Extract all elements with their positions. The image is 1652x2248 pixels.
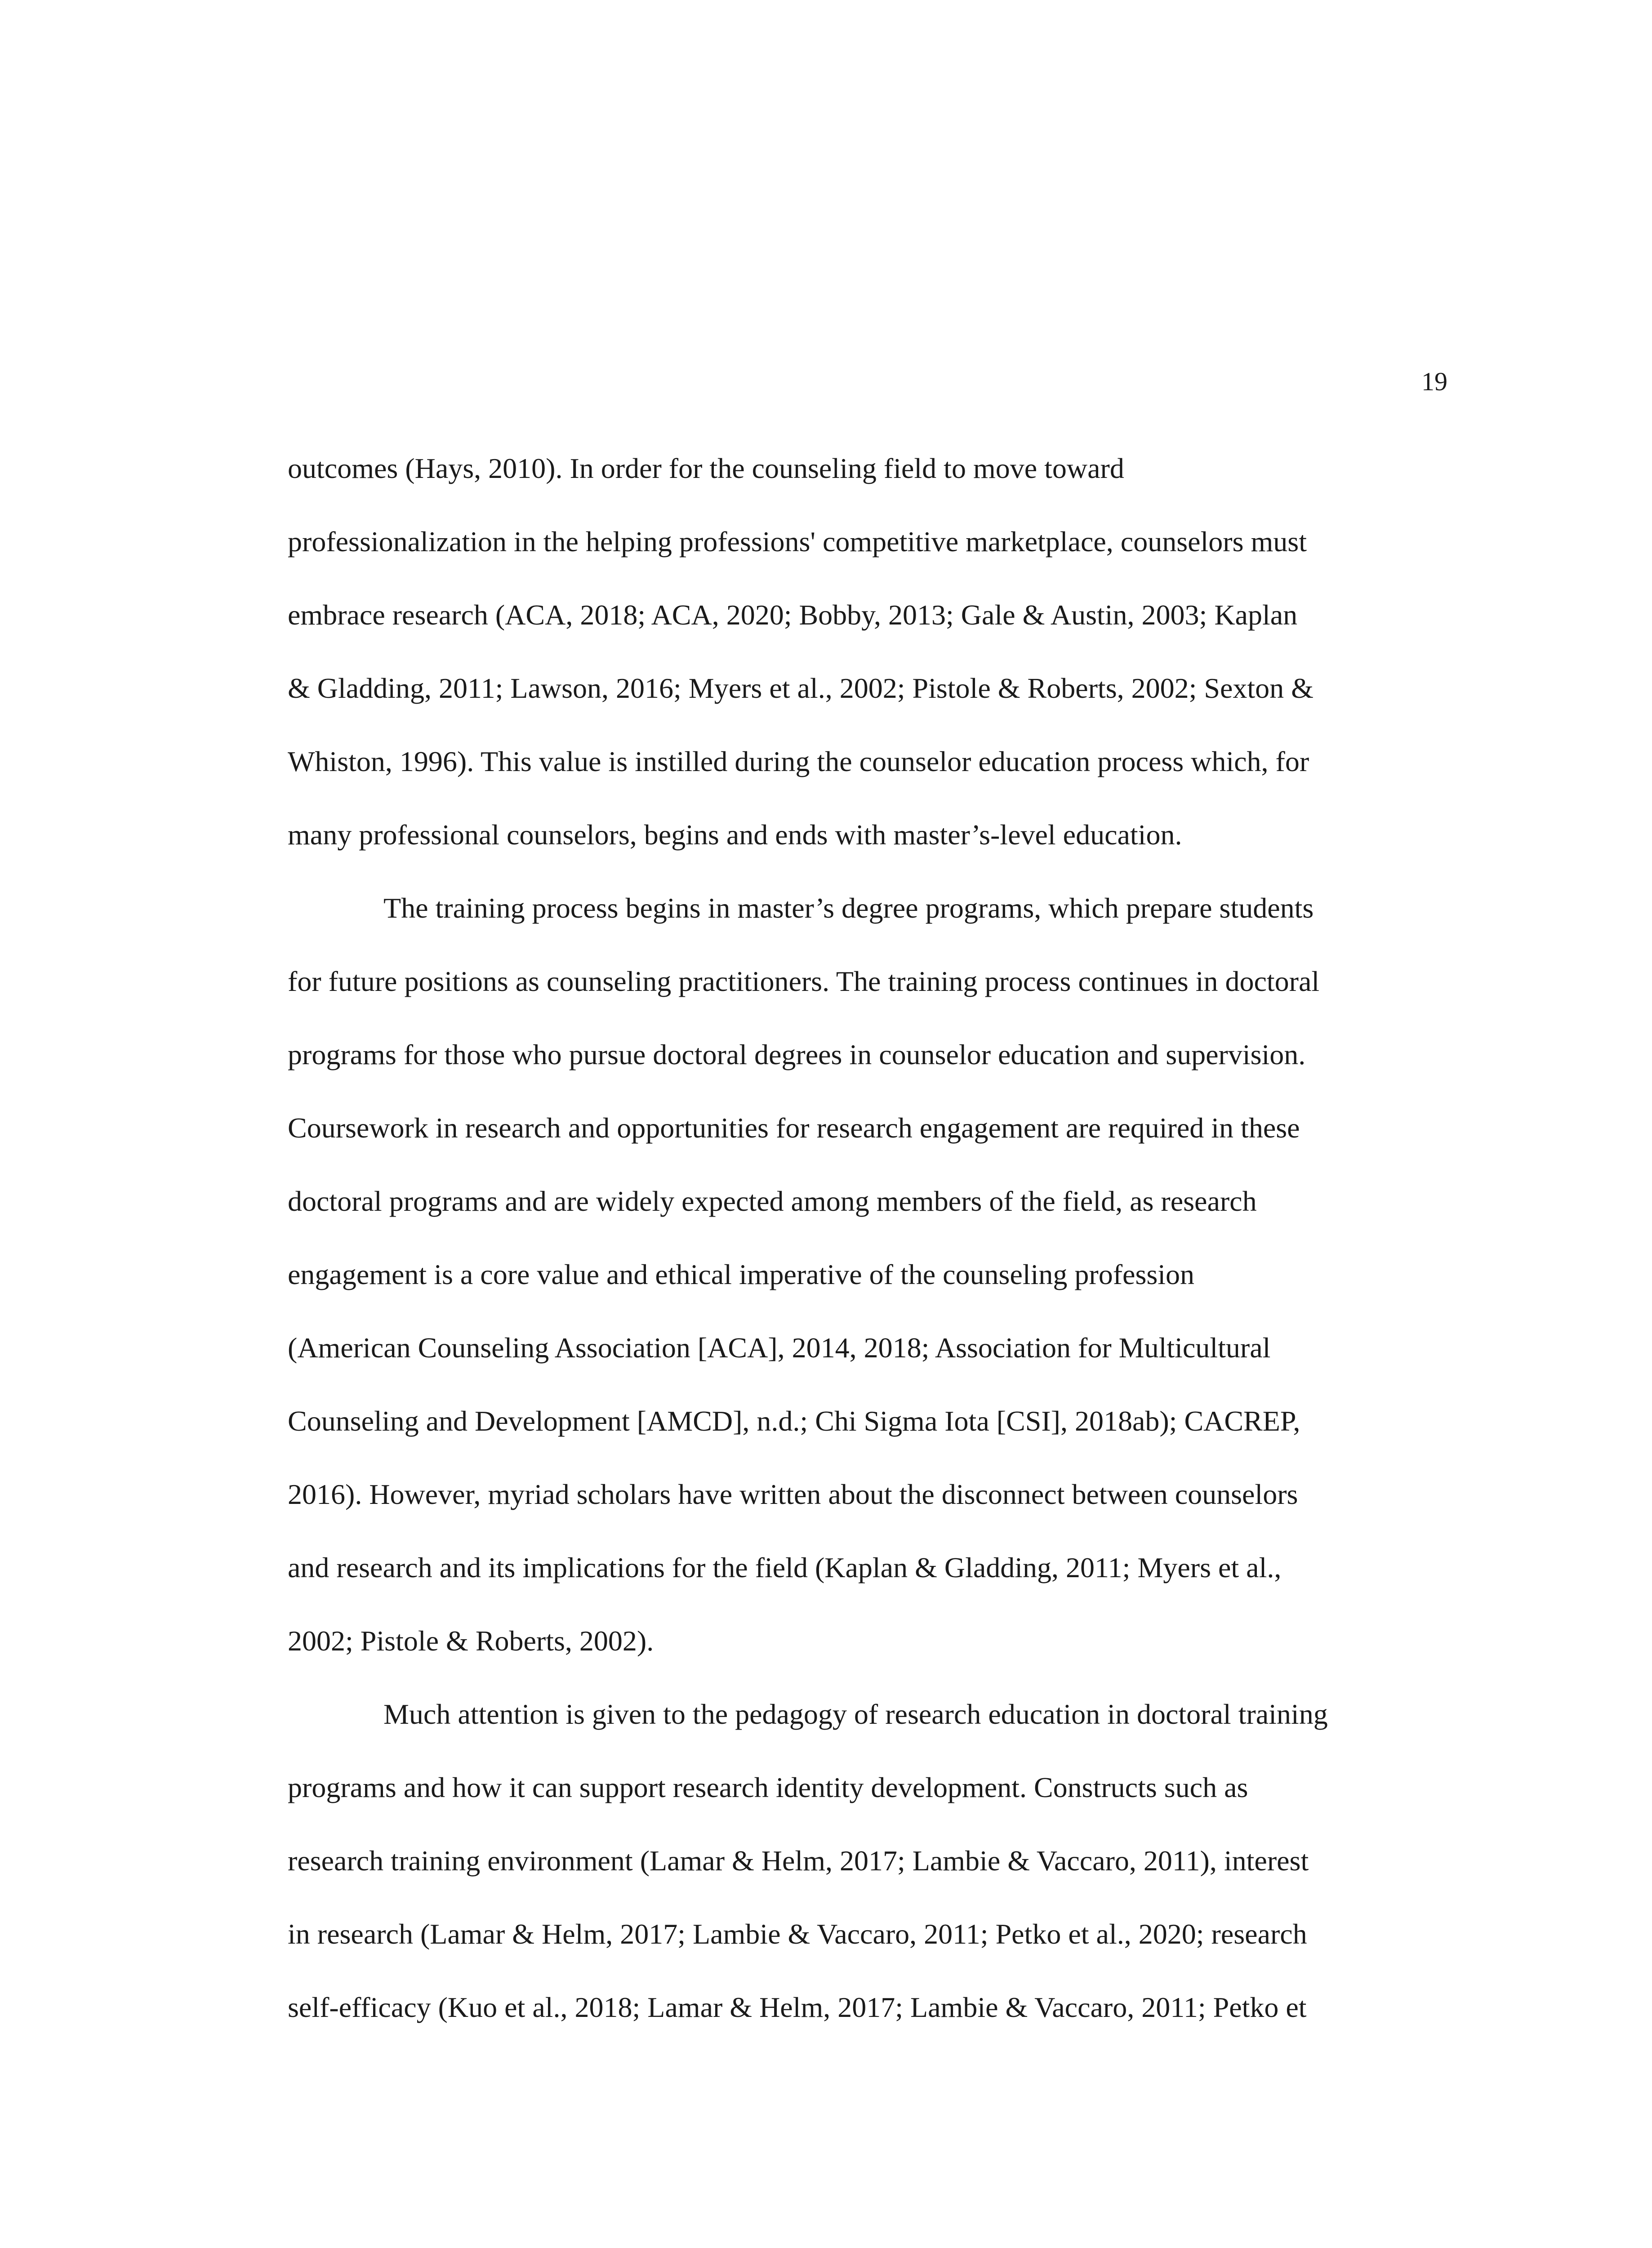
paragraph-first-line: Much attention is given to the pedagogy of research education in doctoral training	[383, 1698, 1328, 1730]
text-line: in research (Lamar & Helm, 2017; Lambie & Vaccaro, 2011; Petko et al., 2020; research	[288, 1918, 1307, 1950]
text-line: Whiston, 1996). This value is instilled during the counselor education process which, for	[288, 745, 1309, 777]
text-line: programs for those who pursue doctoral degrees in counselor education and supervision.	[288, 1039, 1306, 1070]
text-line: many professional counselors, begins and ends with master’s-level education.	[288, 819, 1182, 851]
text-line: engagement is a core value and ethical imperative of the counseling profession	[288, 1258, 1195, 1290]
text-line: 2016). However, myriad scholars have written about the disconnect between counselors	[288, 1478, 1298, 1510]
page-number: 19	[1421, 367, 1447, 396]
text-line: (American Counseling Association [ACA], 2014, 2018; Association for Multicultural	[288, 1332, 1271, 1364]
text-line: and research and its implications for the field (Kaplan & Gladding, 2011; Myers et al.,	[288, 1552, 1282, 1583]
paragraph-first-line: The training process begins in master’s degree programs, which prepare students	[383, 892, 1314, 924]
text-line: doctoral programs and are widely expected among members of the field, as research	[288, 1185, 1257, 1217]
text-line: research training environment (Lamar & Helm, 2017; Lambie & Vaccaro, 2011), interest	[288, 1845, 1309, 1877]
body-text	[288, 432, 1420, 2044]
text-line: Coursework in research and opportunities for research engagement are required in these	[288, 1112, 1300, 1144]
text-line: for future positions as counseling practitioners. The training process continues in doctoral	[288, 965, 1320, 997]
text-line: Counseling and Development [AMCD], n.d.; Chi Sigma Iota [CSI], 2018ab); CACREP,	[288, 1405, 1300, 1437]
text-line: outcomes (Hays, 2010). In order for the counseling field to move toward	[288, 452, 1124, 484]
text-line: programs and how it can support research identity development. Constructs such as	[288, 1771, 1248, 1803]
text-line: professionalization in the helping professions' competitive marketplace, counselors must	[288, 526, 1307, 558]
text-line: self-efficacy (Kuo et al., 2018; Lamar & Helm, 2017; Lambie & Vaccaro, 2011; Petko et	[288, 1991, 1307, 2023]
text-line: & Gladding, 2011; Lawson, 2016; Myers et al., 2002; Pistole & Roberts, 2002; Sexton &	[288, 672, 1314, 704]
text-line: embrace research (ACA, 2018; ACA, 2020; Bobby, 2013; Gale & Austin, 2003; Kaplan	[288, 599, 1298, 631]
text-line: 2002; Pistole & Roberts, 2002).	[288, 1625, 654, 1657]
